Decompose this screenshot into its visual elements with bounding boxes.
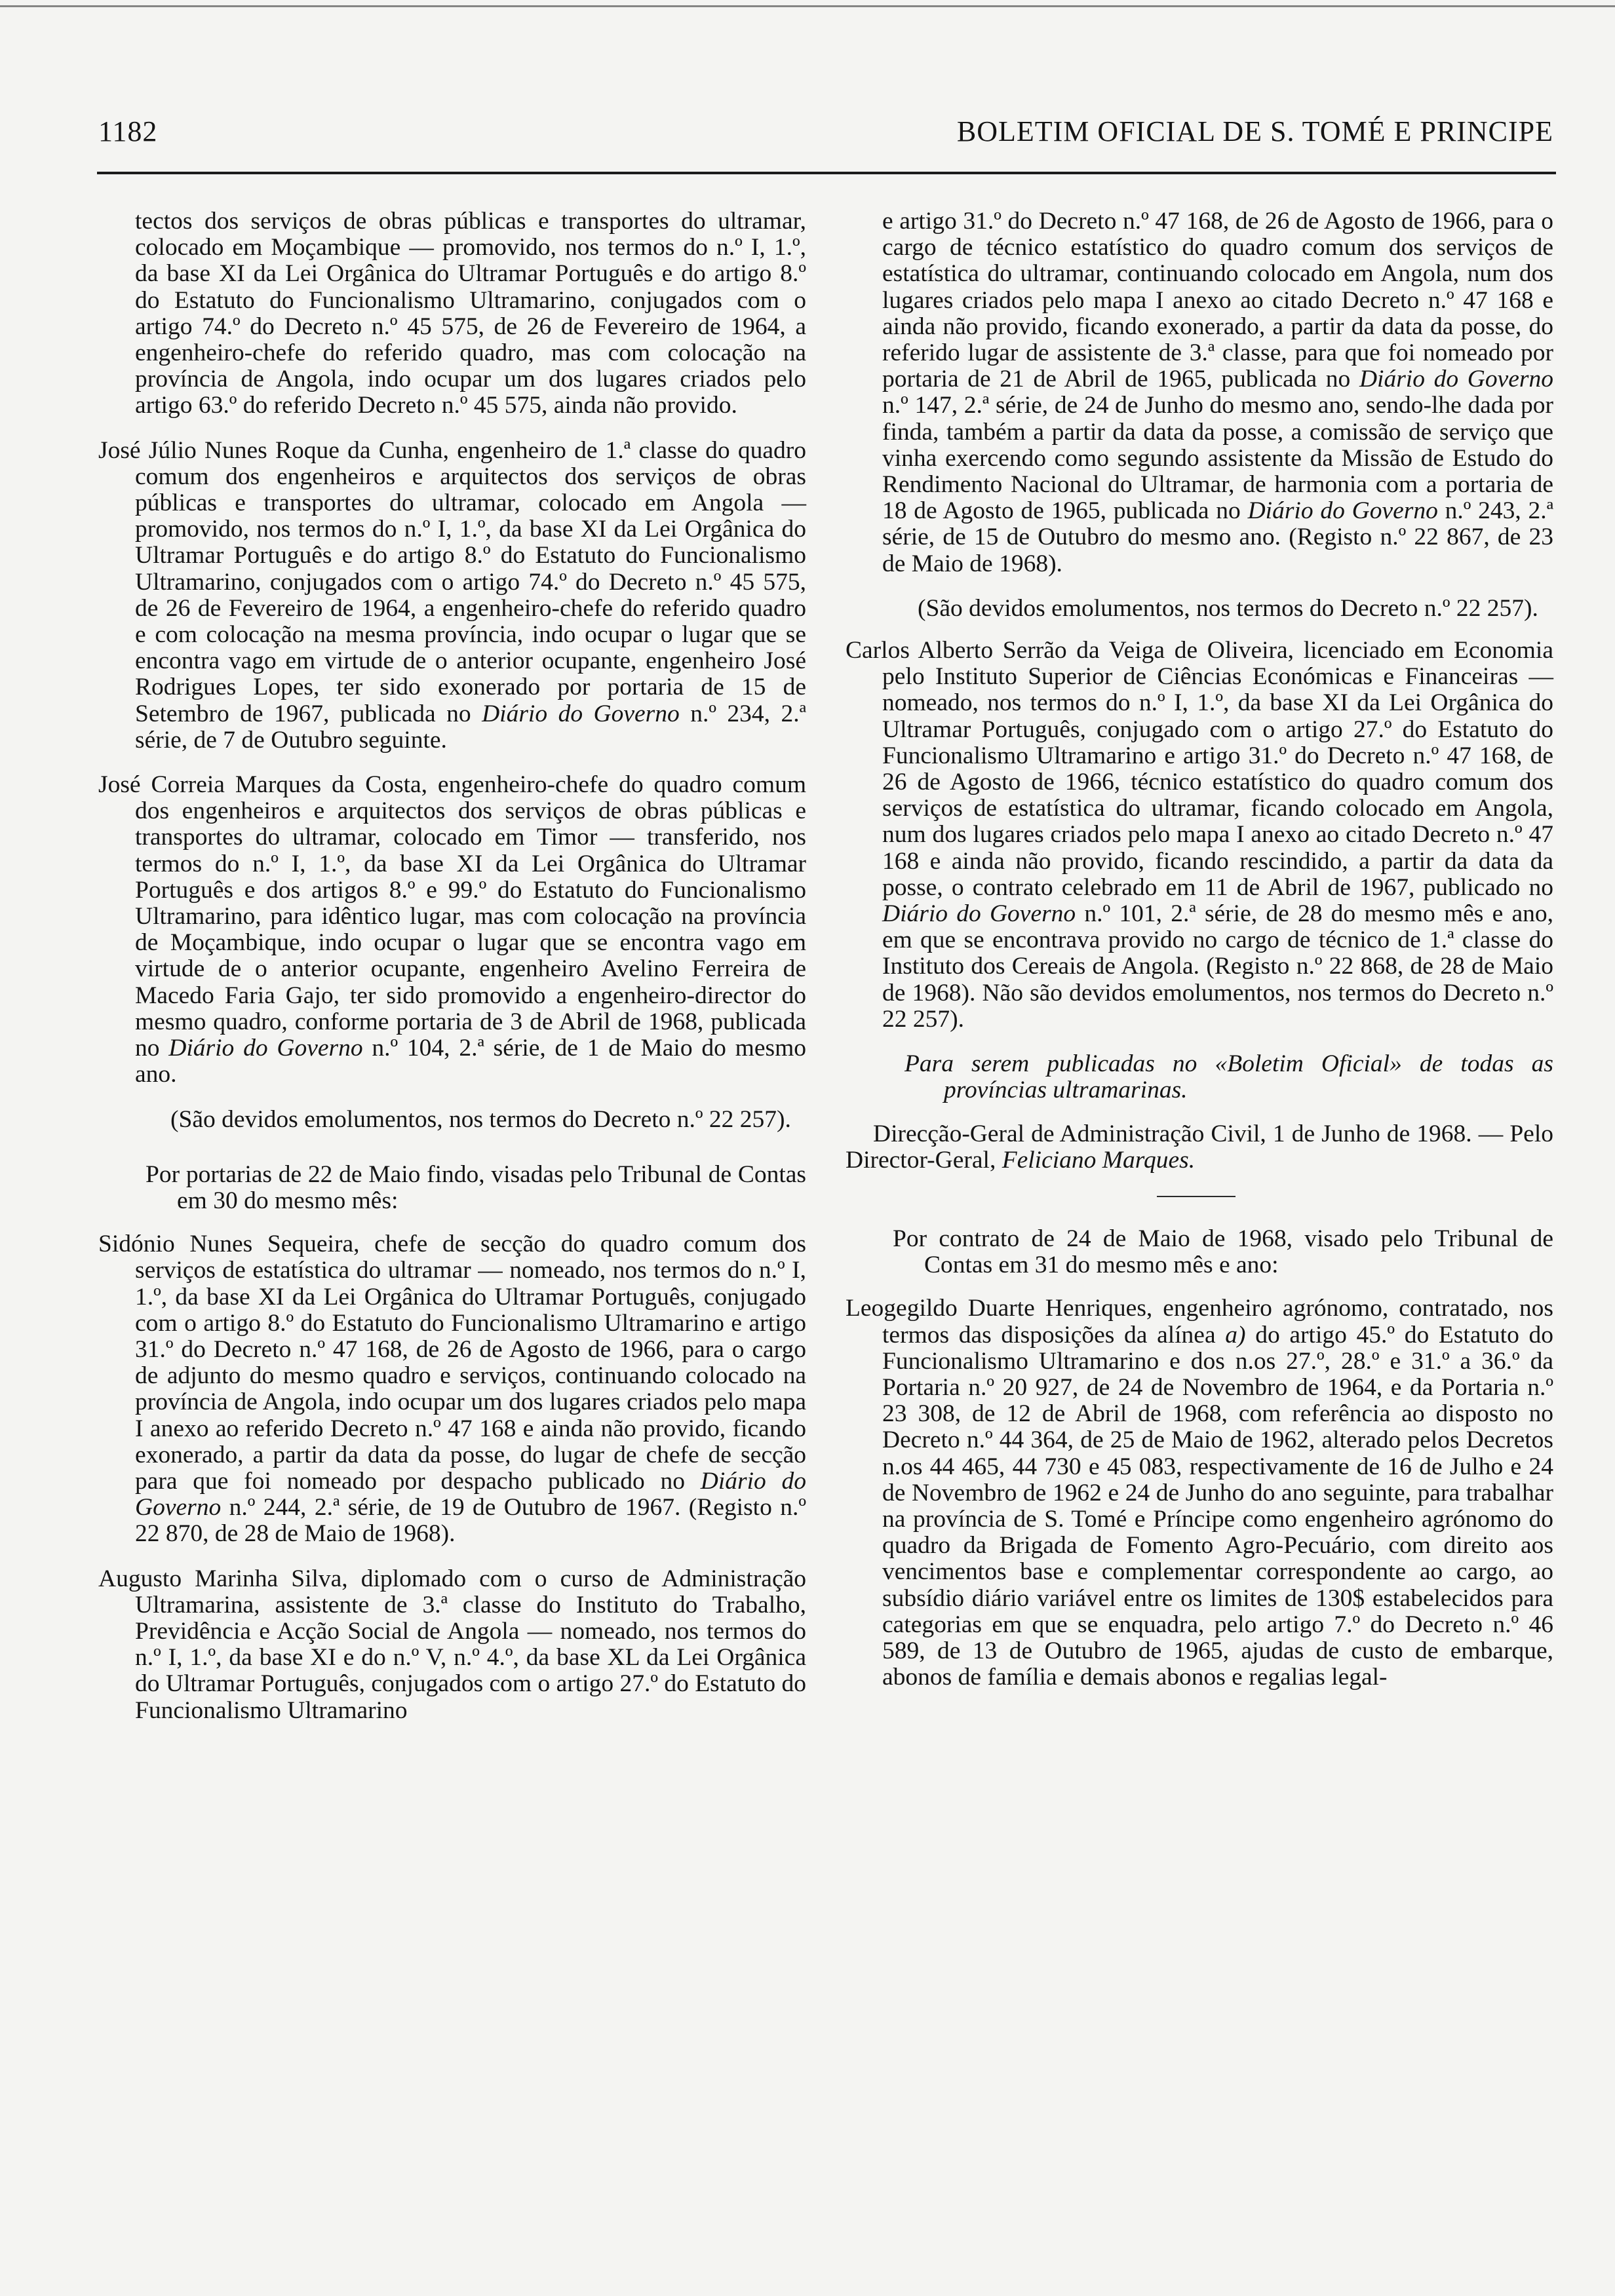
signature-line: Direcção-Geral de Administração Civil, 1 de Junho de 1968. — Pelo Director-Geral, Feliciano Marques. [846, 1120, 1553, 1174]
entry-marques-da-costa: José Correia Marques da Costa, engenheiro-chefe do quadro comum dos engenheiros e arquitectos dos serviços de obras públicas e transportes do ultramar, colocado em Timor — transferido, nos termos do n.º I, 1.º, da base XI da Lei Orgânica do Ultramar Português e dos artigos 8.º e 99.º do Estatuto do Funcionalismo Ultramarino, para idêntico lugar, mas com colocação na província de Moçambique, indo ocupar o lugar que se encontra vago em virtude de o anterior ocupante, engenheiro Avelino Ferreira de Macedo Faria Gajo, ter sido promovido a engenheiro-director do mesmo quadro, conforme portaria de 3 de Abril de 1968, publicada no Diário do Governo n.º 104, 2.ª série, de 1 de Maio do mesmo ano. [98, 771, 807, 1088]
contract-intro: Por contrato de 24 de Maio de 1968, visado pelo Tribunal de Contas em 31 do mesmo mês e ano: [893, 1225, 1553, 1279]
section-separator [1157, 1196, 1236, 1197]
entry-henriques: Leogegildo Duarte Henriques, engenheiro agrónomo, contratado, nos termos das disposições da alínea a) do artigo 45.º do Estatuto do Funcionalismo Ultramarino e dos n.os 27.º, 28.º e 31.º a 36.º da Portaria n.º 20 927, de 24 de Novembro de 1964, e da Portaria n.º 23 308, de 12 de Abril de 1968, com referência ao disposto no Decreto n.º 44 364, de 25 de Maio de 1962, alterado pelos Decretos n.os 44 465, 44 730 e 45 083, respectivamente de 16 de Julho e 24 de Novembro de 1962 e 24 de Junho do ano seguinte, para trabalhar na província de S. Tomé e Príncipe como engenheiro agrónomo do quadro da Brigada de Fomento Agro-Pecuário, com direito aos vencimentos base e complementar correspondente ao cargo, ao subsídio diário variável entre os limites de 130$ estabelecidos para categorias em que se enquadra, pelo artigo 7.º do Decreto n.º 46 589, de 13 de Outubro de 1965, ajudas de custo de embarque, abonos de família e demais abonos e regalias legal- [846, 1295, 1554, 1691]
right-column [846, 208, 1553, 1709]
entry-veiga-de-oliveira: Carlos Alberto Serrão da Veiga de Oliveira, licenciado em Economia pelo Instituto Superior de Ciências Económicas e Financeiras — nomeado, nos termos do n.º I, 1.º, da base XI da Lei Orgânica do Ultramar Português, conjugado com o artigo 27.º do Estatuto do Funcionalismo Ultramarino e artigo 31.º do Decreto n.º 47 168, de 26 de Agosto de 1966, técnico estatístico do quadro comum dos serviços de estatística do ultramar, ficando colocado em Angola, num dos lugares criados pelo mapa I anexo ao citado Decreto n.º 47 168 e ainda não provido, ficando rescindido, a partir da data da posse, o contrato celebrado em 11 de Abril de 1967, publicado no Diário do Governo n.º 101, 2.ª série, de 28 do mesmo mês e ano, em que se encontrava provido no cargo de técnico de 1.ª classe do Instituto dos Cereais de Angola. (Registo n.º 22 868, de 28 de Maio de 1968). Não são devidos emolumentos, nos termos do Decreto n.º 22 257). [846, 637, 1553, 1033]
left-column [98, 208, 806, 1742]
page-number: 1182 [98, 115, 158, 147]
header-rule [97, 172, 1556, 174]
portaria-intro: Por portarias de 22 de Maio findo, visadas pelo Tribunal de Contas em 30 do mesmo mês: [146, 1160, 806, 1214]
emolument-note: (São devidos emolumentos, nos termos do Decreto n.º 22 257). [170, 1105, 791, 1133]
entry-marinha-silva: Augusto Marinha Silva, diplomado com o curso de Administração Ultramarina, assistente de 3.ª classe do Instituto do Trabalho, Previdência e Acção Social de Angola — nomeado, nos termos do n.º I, 1.º, da base XI e do n.º V, n.º 4.º, da base XL da Lei Orgânica do Ultramar Português, conjugados com o artigo 27.º do Estatuto do Funcionalismo Ultramarino [98, 1565, 806, 1724]
entry-continuation-right: e artigo 31.º do Decreto n.º 47 168, de 26 de Agosto de 1966, para o cargo de técnico estatístico do quadro comum dos serviços de estatística do ultramar, continuando colocado em Angola, num dos lugares criados pelo mapa I anexo ao citado Decreto n.º 47 168 e ainda não provido, ficando exonerado, a partir da data da posse, do referido lugar de assistente de 3.ª classe, para que foi nomeado por portaria de 21 de Abril de 1965, publicada no Diário do Governo n.º 147, 2.ª série, de 24 de Junho do mesmo ano, sendo-lhe dada por finda, também a partir da data da posse, a comissão de serviço que vinha exercendo como segundo assistente da Missão de Estudo do Rendimento Nacional do Ultramar, de harmonia com a portaria de 18 de Agosto de 1965, publicada no Diário do Governo n.º 243, 2.ª série, de 15 de Outubro do mesmo ano. (Registo n.º 22 867, de 23 de Maio de 1968). [882, 208, 1553, 577]
top-edge-line [0, 5, 1615, 7]
publication-title: BOLETIM OFICIAL DE S. TOMÉ E PRINCIPE [956, 115, 1553, 147]
entry-continuation: tectos dos serviços de obras públicas e transportes do ultramar, colocado em Moçambique — promovido, nos termos do n.º I, 1.º, da base XI da Lei Orgânica do Ultramar Português e do artigo 8.º do Estatuto do Funcionalismo Ultramarino, conjugados com o artigo 74.º do Decreto n.º 45 575, de 26 de Fevereiro de 1964, a engenheiro-chefe do referido quadro, mas com colocação na província de Angola, indo ocupar um dos lugares criados pelo artigo 63.º do referido Decreto n.º 45 575, ainda não provido. [135, 208, 806, 419]
publication-note: Para serem publicadas no «Boletim Oficial» de todas as províncias ultramarinas. [905, 1050, 1553, 1104]
entry-roque-da-cunha: José Júlio Nunes Roque da Cunha, engenheiro de 1.ª classe do quadro comum dos engenheiros e arquitectos dos serviços de obras públicas e transportes do ultramar, colocado em Angola — promovido, nos termos do n.º I, 1.º, da base XI da Lei Orgânica do Ultramar Português e do artigo 8.º do Estatuto do Funcionalismo Ultramarino, conjugados com o artigo 74.º do Decreto n.º 45 575, de 26 de Fevereiro de 1964, a engenheiro-chefe do referido quadro e com colocação na mesma província, indo ocupar o lugar que se encontra vago em virtude de o anterior ocupante, engenheiro José Rodrigues Lopes, ter sido exonerado por portaria de 15 de Setembro de 1967, publicada no Diário do Governo n.º 234, 2.ª série, de 7 de Outubro seguinte. [98, 436, 806, 754]
emolument-note-right: (São devidos emolumentos, nos termos do Decreto n.º 22 257). [918, 594, 1538, 622]
entry-sequeira: Sidónio Nunes Sequeira, chefe de secção do quadro comum dos serviços de estatística do ultramar — nomeado, nos termos do n.º I, 1.º, da base XI da Lei Orgânica do Ultramar Português, conjugado com o artigo 8.º do Estatuto do Funcionalismo Ultramarino e artigo 31.º do Decreto n.º 47 168, de 26 de Agosto de 1966, para o cargo de adjunto do mesmo quadro e serviços, continuando colocado na província de Angola, indo ocupar um dos lugares criados pelo mapa I anexo ao referido Decreto n.º 47 168 e ainda não provido, ficando exonerado, a partir da data da posse, do lugar de chefe de secção para que foi nomeado por despacho publicado no Diário do Governo n.º 244, 2.ª série, de 19 de Outubro de 1967. (Registo n.º 22 870, de 28 de Maio de 1968). [98, 1231, 807, 1548]
page-header [98, 108, 1553, 154]
